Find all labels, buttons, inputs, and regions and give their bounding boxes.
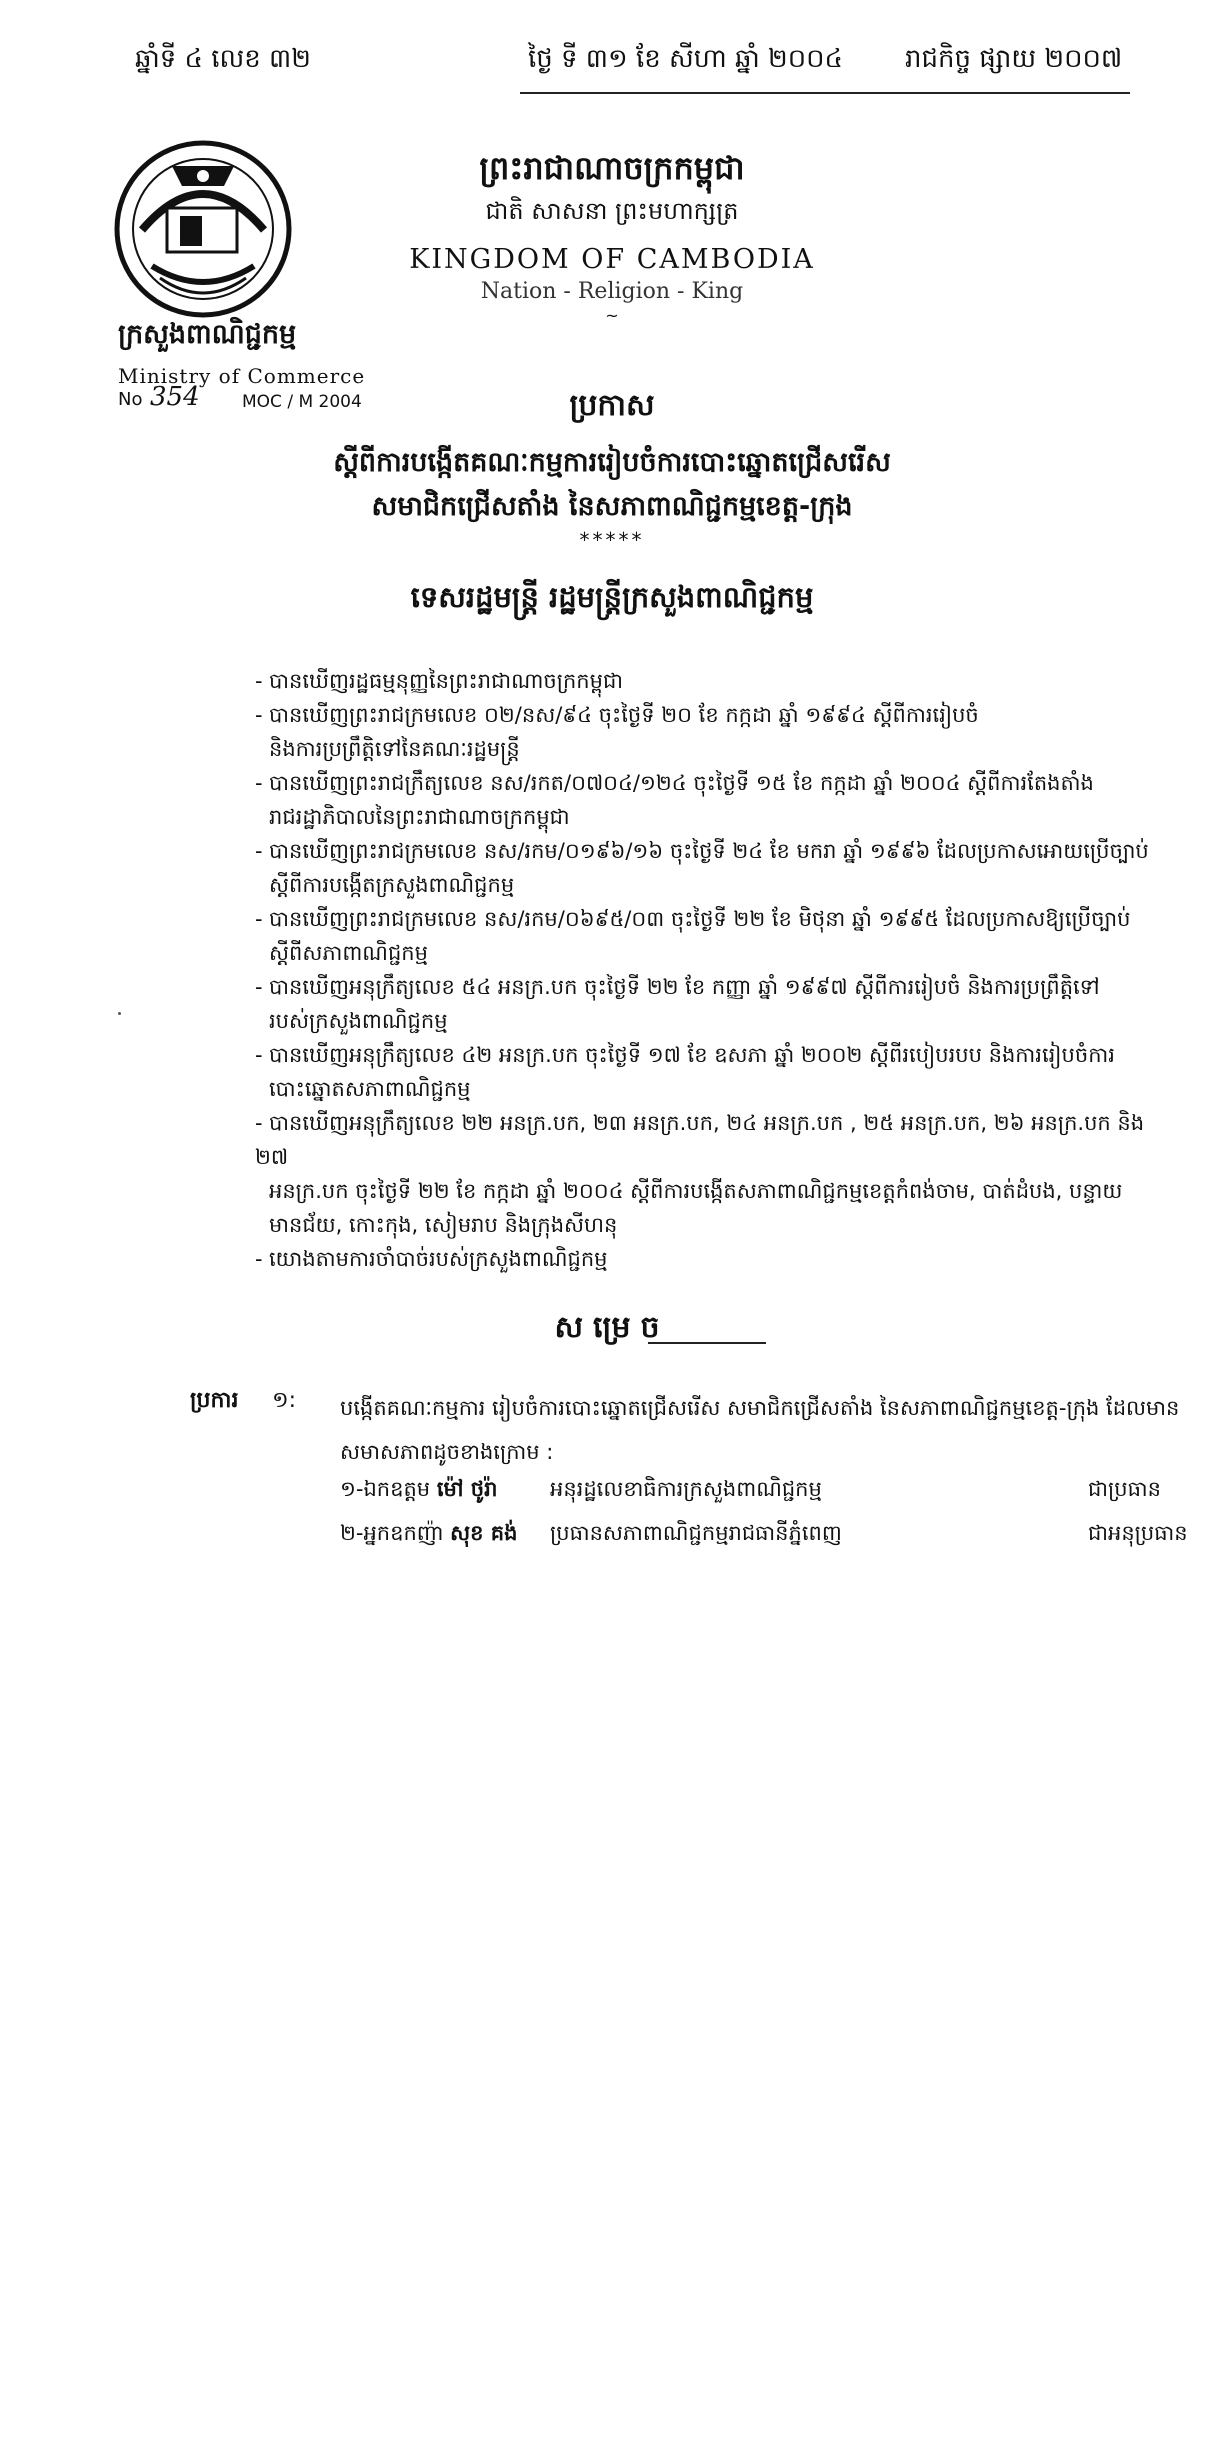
subject-line-1: ស្តីពីការបង្កើតគណៈកម្មការរៀបចំការបោះឆ្នោតជ្រើសរើស	[333, 447, 891, 478]
list-item: - បានឃើញអនុក្រឹត្យលេខ ៤២ អនក្រ.បក ចុះថ្ងៃទី ១៧ ខែ ឧសភា ឆ្នាំ ២០០២ ស្តីពីរបៀបរបប និងការរៀបចំការ បោះឆ្នោតសភាពាណិជ្ជកម្ម	[255, 1038, 1155, 1106]
list-item: - បានឃើញព្រះរាជក្រមលេខ ០២/នស/៩៤ ចុះថ្ងៃទី ២០ ខែ កក្កដា ឆ្នាំ ១៩៩៤ ស្តីពីការរៀបចំ និងការប្រព្រឹត្តិទៅនៃគណៈរដ្ឋមន្ត្រី	[255, 698, 1155, 766]
reference-number: 354	[150, 382, 200, 412]
basis-continuation: ស្តីពីសភាពាណិជ្ជកម្ម	[269, 941, 428, 965]
header-rule	[520, 92, 1130, 94]
list-item: - បានឃើញព្រះរាជក្រឹត្យលេខ នស/រកត/០៧០៤/១២៤ ចុះថ្ងៃទី ១៥ ខែ កក្កដា ឆ្នាំ ២០០៤ ស្តីពីការតែងតាំង រាជរដ្ឋាភិបាលនៃព្រះរាជាណាចក្រកម្ពុជា	[255, 766, 1155, 834]
kingdom-name-kh: ព្រះរាជាណាចក្រកម្ពុជា	[479, 149, 745, 187]
kingdom-motto-kh: ជាតិ សាសនា ព្រះមហាក្សត្រ	[485, 197, 739, 225]
member-role: ជាប្រធាន	[1088, 1477, 1161, 1501]
kingdom-name-en: KINGDOM OF CAMBODIA	[409, 244, 815, 275]
decision-heading: សម្រេច	[554, 1310, 670, 1345]
list-item: - បានឃើញអនុក្រឹត្យលេខ ៥៤ អនក្រ.បក ចុះថ្ងៃទី ២២ ខែ កញ្ញា ឆ្នាំ ១៩៩៧ ស្តីពីការរៀបចំ និងការប្រព្រឹត្តិទៅ របស់ក្រសួងពាណិជ្ជកម្ម	[255, 970, 1155, 1038]
gazette-issue: ឆ្នាំទី ៤ លេខ ៣២	[135, 44, 311, 74]
reference-prefix: No	[118, 389, 143, 410]
member-role: ជាអនុប្រធាន	[1088, 1521, 1188, 1545]
decision-underline	[648, 1342, 766, 1344]
member-position: ប្រធានសភាពាណិជ្ជកម្មរាជធានីភ្នំពេញ	[550, 1521, 842, 1545]
stars-divider: *****	[579, 528, 645, 552]
basis-continuation: រាជរដ្ឋាភិបាលនៃព្រះរាជាណាចក្រកម្ពុជា	[269, 805, 570, 829]
article-number: ១:	[272, 1388, 297, 1413]
article-label: ប្រការ	[190, 1388, 239, 1413]
basis-continuation: អនក្រ.បក ចុះថ្ងៃទី ២២ ខែ កក្កដា ឆ្នាំ ២០០៤ ស្តីពីការបង្កើតសភាពាណិជ្ជកម្មខេត្តកំពង់ចាម, បាត់ដំបង, បន្ទាយមានជ័យ, កោះកុង, សៀមរាប និងក្រុងសីហនុ	[269, 1179, 1123, 1237]
document-type-title: ប្រកាស	[569, 388, 655, 423]
basis-line: បានឃើញអនុក្រឹត្យលេខ ៤២ អនក្រ.បក ចុះថ្ងៃទី ១៧ ខែ ឧសភា ឆ្នាំ ២០០២ ស្តីពីរបៀបរបប និងការរៀបចំការ	[269, 1043, 1115, 1067]
issuer-title: ទេសរដ្ឋមន្ត្រី រដ្ឋមន្ត្រីក្រសួងពាណិជ្ជកម្ម	[410, 580, 814, 614]
member-position: អនុរដ្ឋលេខាធិការក្រសួងពាណិជ្ជកម្ម	[550, 1477, 822, 1501]
basis-continuation: បោះឆ្នោតសភាពាណិជ្ជកម្ម	[269, 1077, 471, 1101]
member-row	[340, 1520, 1190, 1560]
basis-continuation: និងការប្រព្រឹត្តិទៅនៃគណៈរដ្ឋមន្ត្រី	[269, 737, 520, 761]
basis-line: បានឃើញអនុក្រឹត្យលេខ ២២ អនក្រ.បក, ២៣ អនក្រ.បក, ២៤ អនក្រ.បក , ២៥ អនក្រ.បក, ២៦ អនក្រ.បក និង ២៧	[255, 1111, 1145, 1169]
member-prefix: ១-ឯកឧត្តម	[340, 1477, 431, 1501]
list-item: - បានឃើញរដ្ឋធម្មនុញ្ញនៃព្រះរាជាណាចក្រកម្ពុជា	[255, 669, 623, 693]
list-item: - បានឃើញព្រះរាជក្រមលេខ នស/រកម/០១៩៦/១៦ ចុះថ្ងៃទី ២៤ ខែ មករា ឆ្នាំ ១៩៩៦ ដែលប្រកាសអោយប្រើច្បាប់ ស្តីពីការបង្កើតក្រសួងពាណិជ្ជកម្ម	[255, 834, 1155, 902]
legal-basis-list	[255, 664, 1155, 1276]
basis-line: បានឃើញរដ្ឋធម្មនុញ្ញនៃព្រះរាជាណាចក្រកម្ពុជា	[269, 669, 623, 693]
member-name	[340, 1520, 517, 1551]
ministry-name-en: Ministry of Commerce	[118, 364, 366, 388]
ministry-name-kh: ក្រសួងពាណិជ្ជកម្ម	[118, 319, 297, 350]
list-item: - បានឃើញអនុក្រឹត្យលេខ ២២ អនក្រ.បក, ២៣ អនក្រ.បក, ២៤ អនក្រ.បក , ២៥ អនក្រ.បក, ២៦ អនក្រ.បក និង ២៧ អនក្រ.បក ចុះថ្ងៃទី ២២ ខែ កក្កដា ឆ្នាំ ២០០៤ ស្តីពីការបង្កើតសភាពាណិជ្ជកម្មខេត្តកំពង់ចាម, បាត់ដំបង, បន្ទាយមានជ័យ, កោះកុង, សៀមរាប និងក្រុងសីហនុ	[255, 1106, 1155, 1242]
basis-continuation: របស់ក្រសួងពាណិជ្ជកម្ម	[269, 1009, 448, 1033]
basis-line: បានឃើញព្រះរាជក្រមលេខ នស/រកម/០៦៩៥/០៣ ចុះថ្ងៃទី ២២ ខែ មិថុនា ឆ្នាំ ១៩៩៥ ដែលប្រកាសឱ្យប្រើច្បាប់	[269, 907, 1131, 931]
member-row	[340, 1476, 1190, 1516]
article-text: បង្កើតគណៈកម្មការ រៀបចំការបោះឆ្នោតជ្រើសរើស សមាជិកជ្រើសតាំង នៃសភាពាណិជ្ជកម្មខេត្ត-ក្រុង ដែលមានសមាសភាពដូចខាងក្រោម :	[340, 1396, 1180, 1464]
list-item: - យោងតាមការចាំបាច់របស់ក្រសួងពាណិជ្ជកម្ម	[255, 1247, 608, 1271]
subject-line-2: សមាជិកជ្រើសតាំង នៃសភាពាណិជ្ជកម្មខេត្ត-ក្រុង	[371, 491, 853, 522]
scan-speck	[118, 1012, 121, 1015]
ornament-mark: ~	[605, 306, 619, 325]
gazette-date: ថ្ងៃ ទី ៣១ ខែ សីហា ឆ្នាំ ២០០៤	[528, 44, 843, 74]
basis-line: បានឃើញអនុក្រឹត្យលេខ ៥៤ អនក្រ.បក ចុះថ្ងៃទី ២២ ខែ កញ្ញា ឆ្នាំ ១៩៩៧ ស្តីពីការរៀបចំ និងការប្រព្រឹត្តិទៅ	[269, 975, 1100, 999]
member-prefix: ២-អ្នកឧកញ៉ា	[340, 1521, 444, 1545]
basis-continuation: ស្តីពីការបង្កើតក្រសួងពាណិជ្ជកម្ម	[269, 873, 515, 897]
gazette-title: រាជកិច្ច ផ្សាយ ២០០៧	[905, 44, 1123, 74]
basis-line: បានឃើញព្រះរាជក្រមលេខ នស/រកម/០១៩៦/១៦ ចុះថ្ងៃទី ២៤ ខែ មករា ឆ្នាំ ១៩៩៦ ដែលប្រកាសអោយប្រើច្បាប់	[269, 839, 1149, 863]
basis-line: បានឃើញព្រះរាជក្រឹត្យលេខ នស/រកត/០៧០៤/១២៤ ចុះថ្ងៃទី ១៥ ខែ កក្កដា ឆ្នាំ ២០០៤ ស្តីពីការតែងតាំង	[269, 771, 1094, 795]
list-item: - បានឃើញព្រះរាជក្រមលេខ នស/រកម/០៦៩៥/០៣ ចុះថ្ងៃទី ២២ ខែ មិថុនា ឆ្នាំ ១៩៩៥ ដែលប្រកាសឱ្យប្រើច្បាប់ ស្តីពីសភាពាណិជ្ជកម្ម	[255, 902, 1155, 970]
reference-code: MOC / M 2004	[242, 392, 362, 412]
kingdom-motto-en: Nation - Religion - King	[480, 279, 744, 304]
basis-line: បានឃើញព្រះរាជក្រមលេខ ០២/នស/៩៤ ចុះថ្ងៃទី ២០ ខែ កក្កដា ឆ្នាំ ១៩៩៤ ស្តីពីការរៀបចំ	[269, 703, 979, 727]
basis-line: យោងតាមការចាំបាច់របស់ក្រសួងពាណិជ្ជកម្ម	[269, 1247, 608, 1271]
member-fullname: សុខ គង់	[450, 1521, 518, 1545]
member-name	[340, 1476, 497, 1507]
member-fullname: ម៉ៅ ថូរ៉ា	[436, 1477, 498, 1501]
